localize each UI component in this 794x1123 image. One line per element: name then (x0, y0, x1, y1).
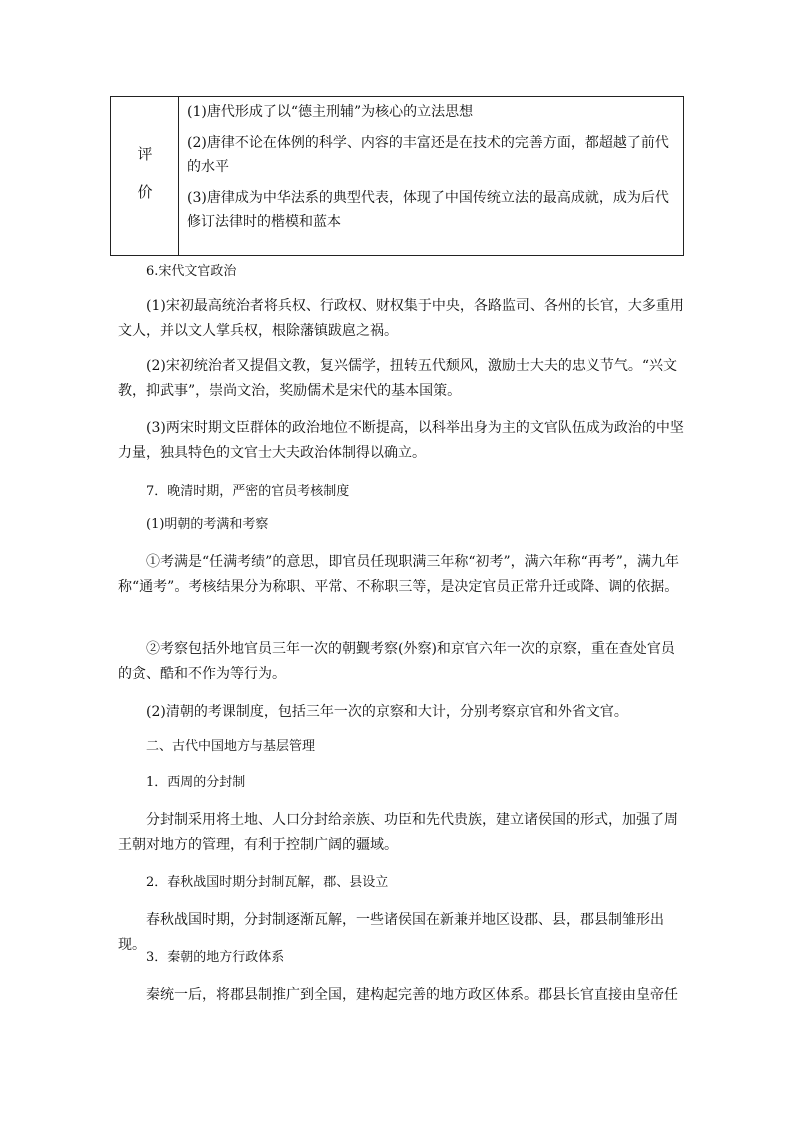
section-heading-exam: 7．晚清时期，严密的官员考核制度 (146, 484, 350, 499)
evaluation-label-char-1: 评 (137, 145, 153, 163)
section-heading-zhou: 1．西周的分封制 (146, 775, 246, 790)
paragraph-exam-3: (2)清朝的考课制度，包括三年一次的京察和大计，分别考察京官和外省文官。 (146, 704, 628, 720)
section-heading-spring-autumn: 2．春秋战国时期分封制瓦解，郡、县设立 (146, 875, 389, 890)
paragraph-song-3: (3)两宋时期文臣群体的政治地位不断提高，以科举出身为主的文官队伍成为政治的中坚力量，独具特色的文官士大夫政治体制得以确立。 (118, 420, 684, 461)
paragraph-song-2: (2)宋初统治者又提倡文教，复兴儒学，扭转五代颓风，激励士大夫的忠义节气。“兴文教，抑武事”，崇尚文治，奖励儒术是宋代的基本国策。 (118, 358, 677, 399)
evaluation-item-1: (1)唐代形成了以“德主刑辅”为核心的立法思想 (187, 104, 474, 120)
section-heading-qin: 3．秦朝的地方行政体系 (146, 950, 285, 965)
evaluation-label-cell (111, 97, 179, 255)
section-heading-song: 6.宋代文官政治 (146, 264, 237, 279)
paragraph-song-1: (1)宋初最高统治者将兵权、行政权、财权集于中央，各路监司、各州的长官，大多重用文人，并以文人掌兵权，根除藩镇跋扈之祸。 (118, 298, 684, 339)
evaluation-content-cell (187, 100, 682, 241)
paragraph-qin: 秦统一后，将郡县制推广到全国，建构起完善的地方政区体系。郡县长官直接由皇帝任 (146, 987, 678, 1003)
part-heading-local-admin: 二、古代中国地方与基层管理 (146, 739, 316, 754)
subheading-ming-exam: (1)明朝的考满和考察 (146, 517, 269, 532)
evaluation-item-3: (3)唐律成为中华法系的典型代表，体现了中国传统立法的最高成就，成为后代修订法律时的楷模和蓝本 (187, 190, 669, 230)
evaluation-label-char-2: 价 (137, 183, 153, 201)
evaluation-table (110, 96, 684, 256)
evaluation-item-2: (2)唐律不论在体例的科学、内容的丰富还是在技术的完善方面，都超越了前代的水平 (187, 135, 669, 175)
paragraph-exam-1: ①考满是“任满考绩”的意思，即官员任现职满三年称“初考”，满六年称“再考”，满九年称“通考”。考核结果分为称职、平常、不称职三等，是决定官员正常升迁或降、调的依据。 (118, 554, 679, 595)
paragraph-exam-2: ②考察包括外地官员三年一次的朝觐考察(外察)和京官六年一次的京察，重在查处官员的贪、酷和不作为等行为。 (118, 641, 675, 682)
paragraph-zhou: 分封制采用将土地、人口分封给亲族、功臣和先代贵族，建立诸侯国的形式，加强了周王朝对地方的管理，有利于控制广阔的疆域。 (118, 812, 678, 853)
paragraph-spring-autumn: 春秋战国时期，分封制逐渐瓦解，一些诸侯国在新兼并地区设郡、县，郡县制雏形出现。 (118, 912, 664, 953)
